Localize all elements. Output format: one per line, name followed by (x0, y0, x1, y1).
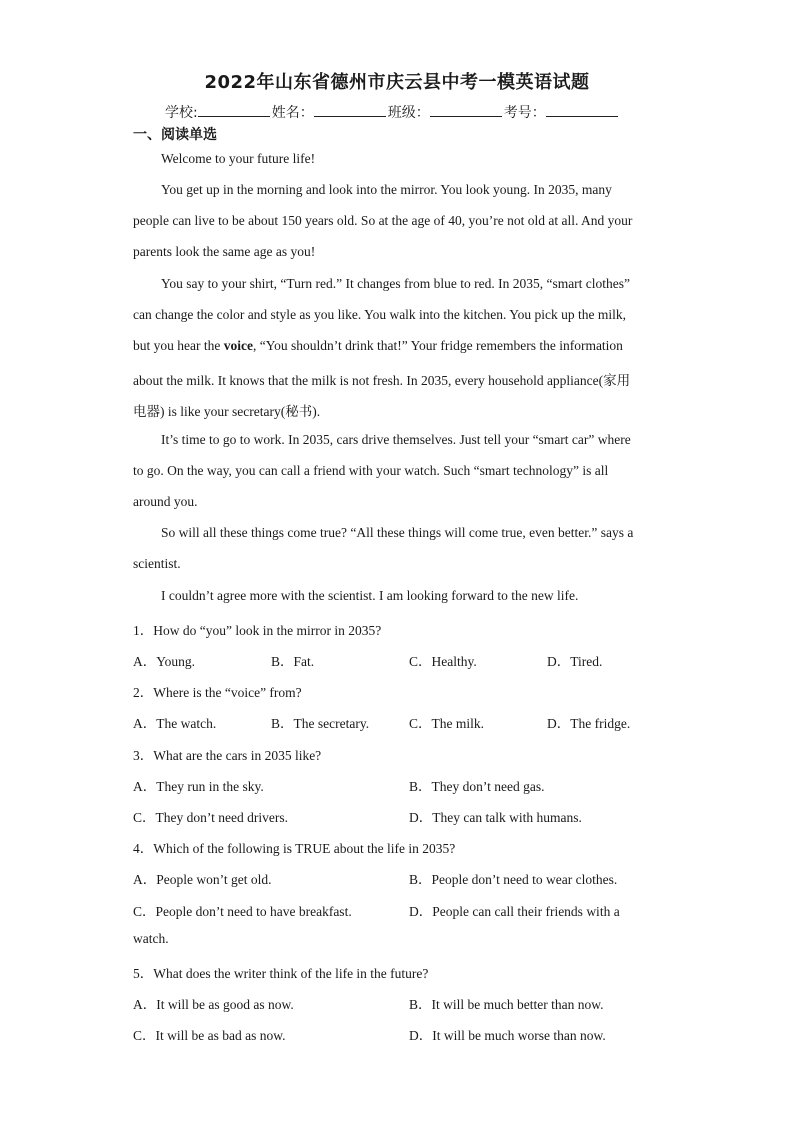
option-b[interactable]: B．It will be much better than now. (409, 997, 604, 1012)
passage-line: You say to your shirt, “Turn red.” It changes from blue to red. In 2035, “smart clothes” (161, 276, 631, 291)
name-blank[interactable] (314, 104, 386, 117)
option-b[interactable]: B．People don’t need to wear clothes. (409, 872, 618, 887)
option-c[interactable]: C．People don’t need to have breakfast. (133, 904, 352, 919)
option-c[interactable]: C．It will be as bad as now. (133, 1028, 286, 1043)
option-d[interactable]: D．Tired. (547, 654, 603, 669)
section-title: 一、阅读单选 (133, 127, 217, 143)
class-blank[interactable] (430, 104, 502, 117)
option-b[interactable]: B．The secretary. (271, 716, 370, 731)
page-title: 2022年山东省德州市庆云县中考一模英语试题 (204, 72, 590, 93)
option-d[interactable]: D．People can call their friends with a (409, 904, 620, 919)
option-c[interactable]: C．They don’t need drivers. (133, 810, 288, 825)
voice-bold-word: voice (223, 338, 253, 353)
passage-text: but you hear the (133, 338, 224, 353)
passage-line: Welcome to your future life! (161, 151, 316, 166)
name-label: 姓名： (271, 105, 314, 121)
passage-line (133, 338, 623, 354)
option-a[interactable]: A．Young. (133, 654, 196, 669)
option-d-continued: watch. (133, 931, 169, 946)
passage-line: I couldn’t agree more with the scientist. I am looking forward to the new life. (161, 588, 579, 603)
class-label: 班级： (387, 105, 430, 121)
exam-no-label: 考号： (503, 105, 546, 121)
school-label: 学校: (165, 105, 198, 121)
option-d[interactable]: D．It will be much worse than now. (409, 1028, 606, 1043)
passage-line: scientist. (133, 556, 181, 571)
passage-line: to go. On the way, you can call a friend with your watch. Such “smart technology” is all (133, 463, 609, 478)
passage-line: parents look the same age as you! (133, 244, 316, 259)
question-stem: 4．Which of the following is TRUE about the life in 2035? (133, 841, 456, 856)
passage-line: people can live to be about 150 years old. So at the age of 40, you’re not old at all. And your (133, 213, 633, 228)
passage-line: It’s time to go to work. In 2035, cars drive themselves. Just tell your “smart car” where (161, 432, 631, 447)
passage-line: can change the color and style as you like. You walk into the kitchen. You pick up the milk, (133, 307, 627, 322)
question-stem: 3．What are the cars in 2035 like? (133, 748, 322, 763)
option-b[interactable]: B．Fat. (271, 654, 315, 669)
passage-line: 电器) is like your secretary(秘书). (133, 404, 321, 419)
option-a[interactable]: A．The watch. (133, 716, 217, 731)
option-a[interactable]: A．They run in the sky. (133, 779, 264, 794)
question-stem: 1．How do “you” look in the mirror in 2035? (133, 623, 382, 638)
passage-line: about the milk. It knows that the milk is not fresh. In 2035, every household appliance(家用 (133, 373, 631, 388)
option-c[interactable]: C．Healthy. (409, 654, 477, 669)
exam-no-blank[interactable] (546, 104, 618, 117)
question-stem: 5．What does the writer think of the life in the future? (133, 966, 429, 981)
option-c[interactable]: C．The milk. (409, 716, 484, 731)
passage-text: , “You shouldn’t drink that!” Your fridge remembers the information (252, 338, 623, 353)
option-a[interactable]: A．People won’t get old. (133, 872, 272, 887)
question-stem: 2．Where is the “voice” from? (133, 685, 302, 700)
student-info-line (165, 102, 620, 122)
passage-line: You get up in the morning and look into the mirror. You look young. In 2035, many (161, 182, 612, 197)
option-b[interactable]: B．They don’t need gas. (409, 779, 545, 794)
passage-line: So will all these things come true? “All these things will come true, even better.” says a (161, 525, 634, 540)
option-d[interactable]: D．They can talk with humans. (409, 810, 582, 825)
option-d[interactable]: D．The fridge. (547, 716, 631, 731)
passage-line: around you. (133, 494, 198, 509)
school-blank[interactable] (198, 104, 270, 117)
option-a[interactable]: A．It will be as good as now. (133, 997, 294, 1012)
